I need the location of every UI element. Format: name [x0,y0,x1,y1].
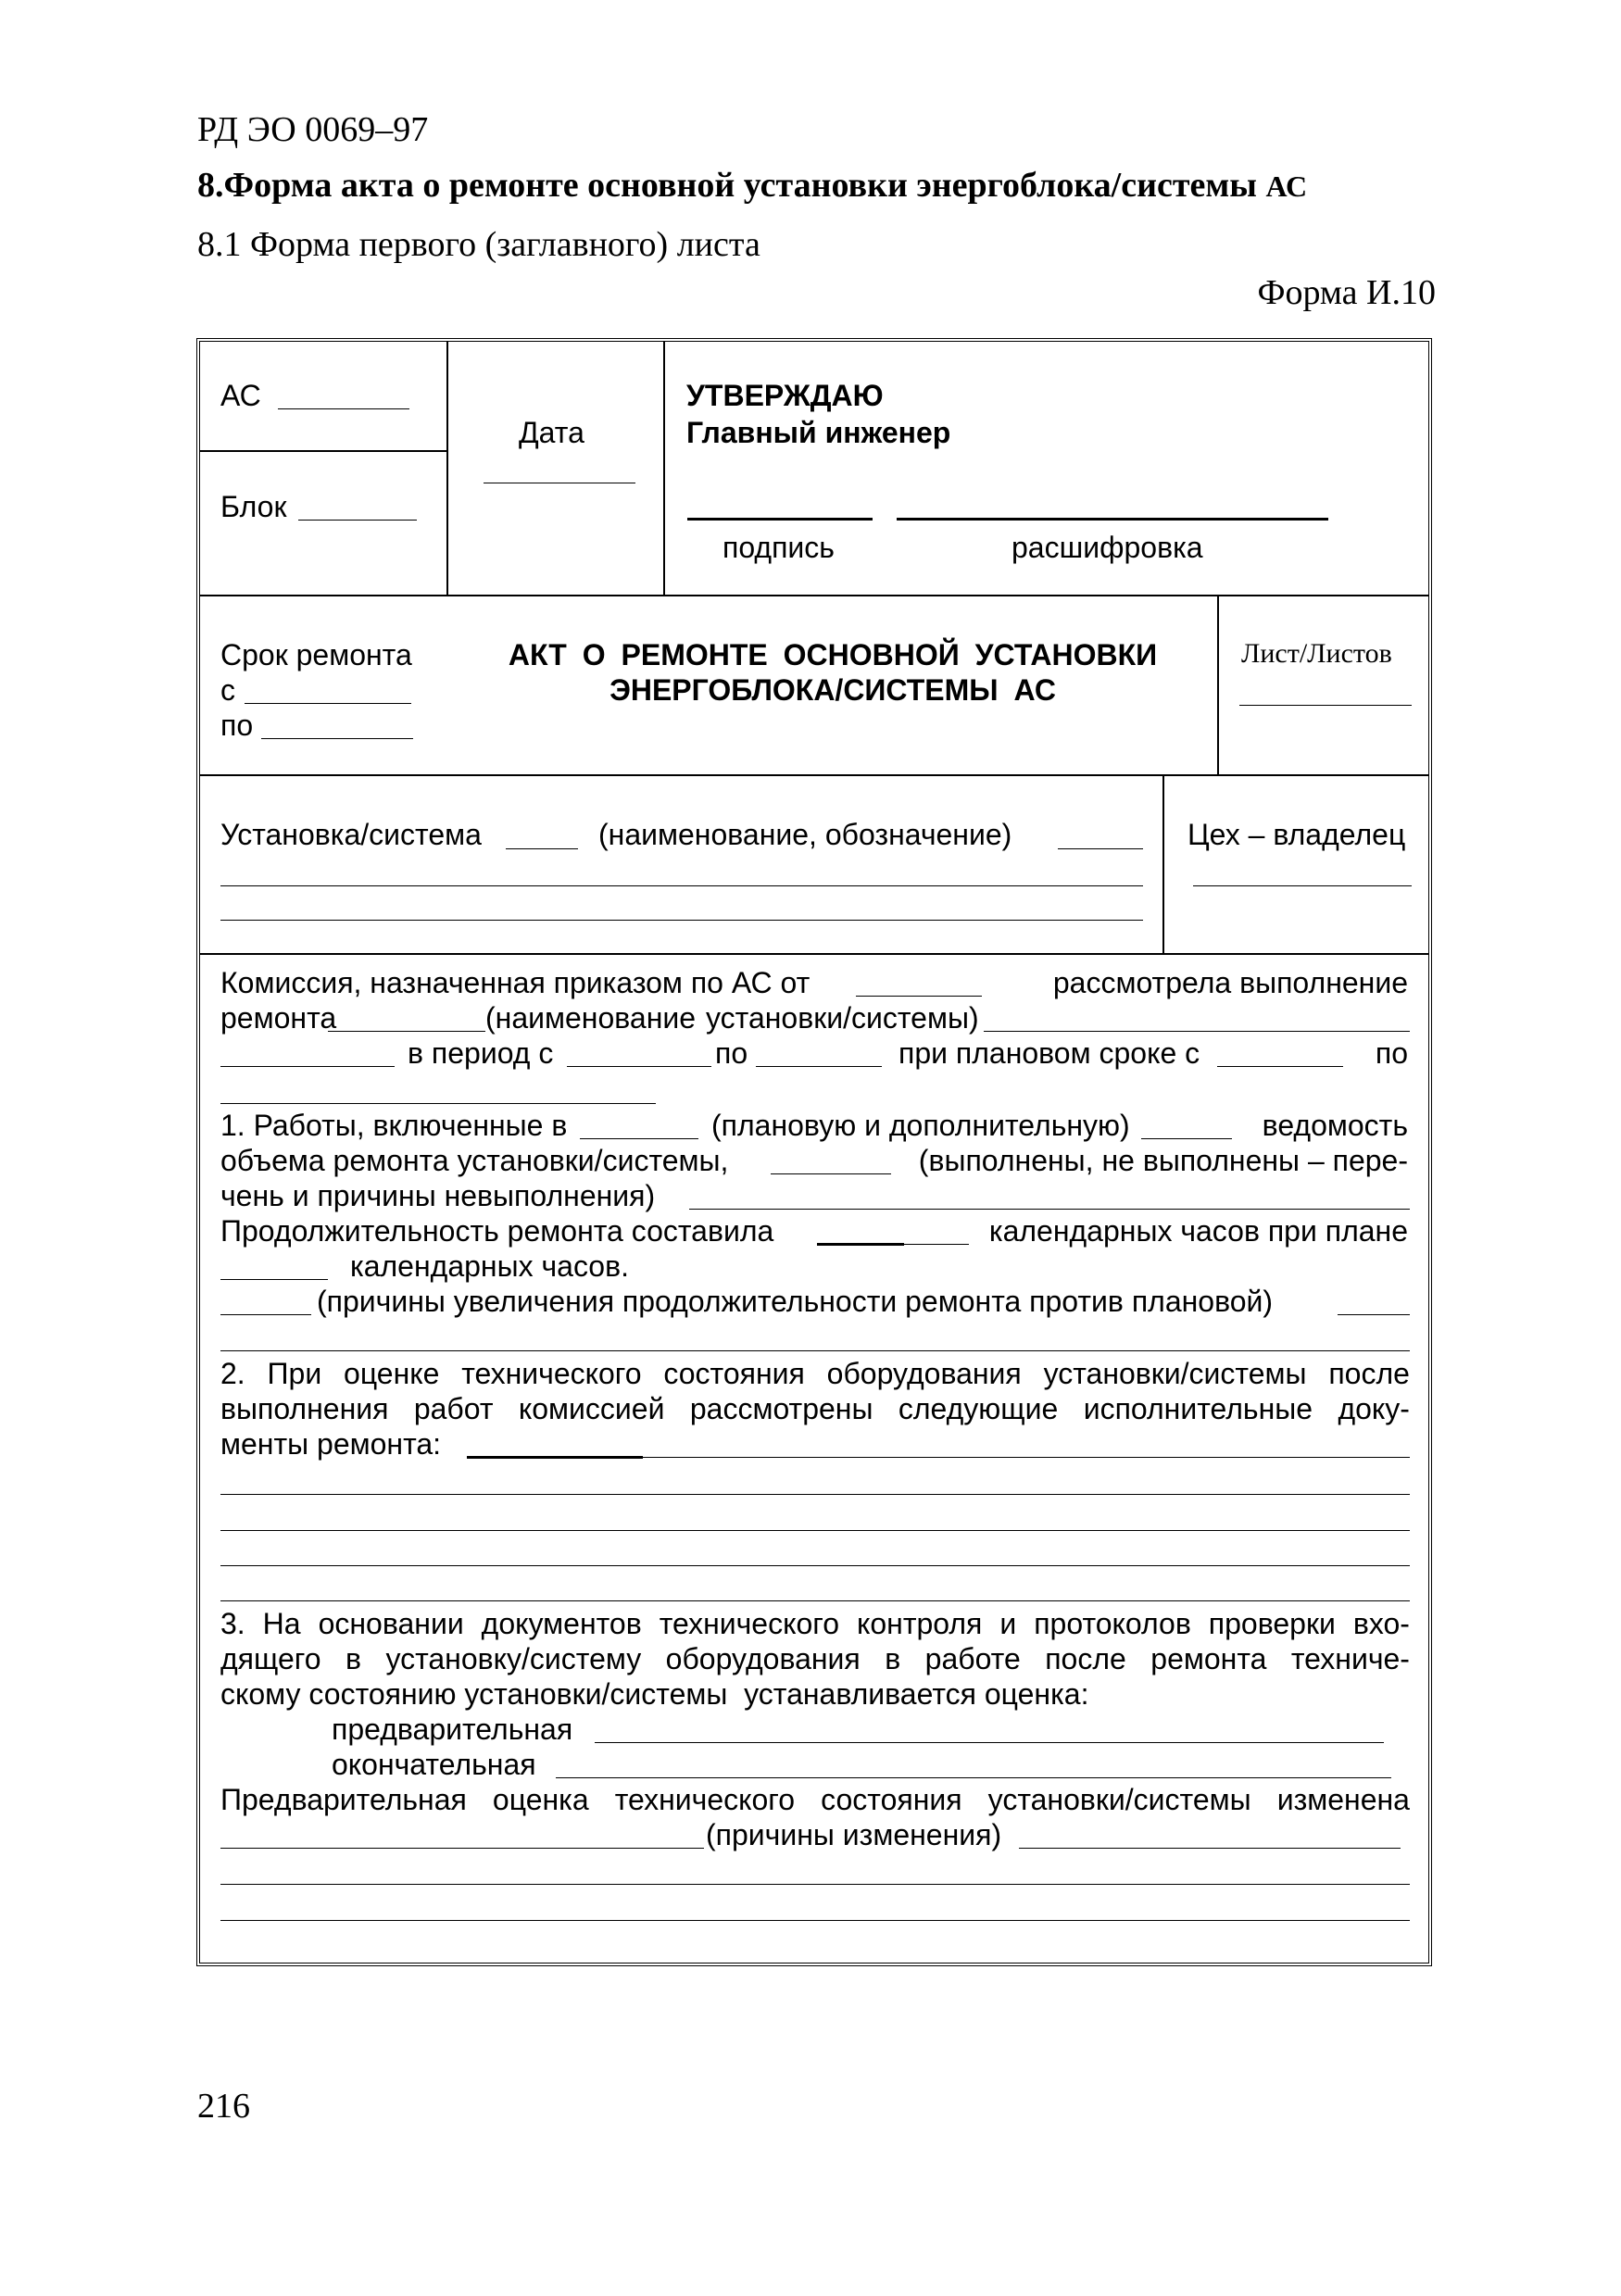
works-field[interactable] [1141,1138,1232,1139]
preliminary-field[interactable] [595,1742,1384,1743]
order-date-field[interactable] [856,996,982,997]
workshop-owner-label: Цех – владелец [1187,818,1406,851]
act-form [196,338,1432,1966]
page-number: 216 [197,2087,250,2126]
approve-heading: УТВЕРЖДАЮ [686,379,884,412]
commission-text: рассмотрела выполнение [1052,966,1408,999]
chief-engineer-label: Главный инженер [686,416,951,449]
act-title-line1: АКТ О РЕМОНТЕ ОСНОВНОЙ УСТАНОВКИ [508,638,1158,671]
plan-hours-field[interactable] [220,1279,328,1280]
repair-term-label: Срок ремонта [220,638,412,671]
divider [1162,774,1164,955]
signature-field[interactable] [687,518,873,521]
divider [200,953,1428,955]
subsection-title: 8.1 Форма первого (заглавного) листа [197,225,760,264]
documents-text: менты ремонта: [220,1427,442,1461]
works-text: (выполнены, не выполнены – пере- [918,1144,1408,1177]
duration-text: календарных часов при плане [988,1214,1408,1248]
term-from-label: с [220,673,235,707]
commission-text: по [1375,1036,1408,1070]
final-field[interactable] [556,1777,1391,1778]
term-from-field[interactable] [245,703,411,704]
workshop-owner-field[interactable] [1193,885,1412,886]
divider [200,450,448,452]
block-field[interactable] [298,520,417,521]
commission-text: Комиссия, назначенная приказом по АС от [220,966,810,999]
commission-field[interactable] [220,1066,395,1067]
documents-line[interactable] [220,1494,1410,1495]
documents-field[interactable] [467,1456,643,1459]
system-label: Установка/система [220,818,482,851]
works-text: 1. Работы, включенные в [220,1109,568,1142]
as-field[interactable] [278,408,409,409]
sheet-count-field[interactable] [1239,705,1412,706]
section-title-text: 8.Форма акта о ремонте основной установки энергоблока/системы [197,166,1257,205]
sheet-count-label: Лист/Листов [1241,638,1392,669]
term-to-label: по [220,709,254,742]
duration-text: календарных часов. [350,1249,629,1283]
system-name-field[interactable] [984,1031,1410,1032]
commission-text: установки/системы) [706,1001,979,1035]
planned-from-field[interactable] [1217,1066,1343,1067]
block-label: Блок [220,490,287,523]
as-label: АС [220,379,261,412]
works-text: объема ремонта установки/системы, [220,1144,729,1177]
divider [446,342,448,596]
commission-text: (наименование [485,1001,697,1035]
assessment-text-line: 3. На основании документов технического контроля и протоколов проверки вхо- [220,1607,1410,1640]
duration-text: Продолжительность ремонта составила [220,1214,774,1248]
decoding-caption: расшифровка [1012,531,1203,564]
documents-text-line: выполнения работ комиссией рассмотрены следующие исполнительные доку- [220,1392,1410,1425]
system-line[interactable] [220,920,1143,921]
divider [1217,595,1219,776]
duration-text: (причины увеличения продолжительности ремонта против плановой) [317,1285,1274,1318]
works-text: ведомость [1262,1109,1408,1142]
section-title-suffix: АС [1265,169,1308,203]
divider [200,595,1428,596]
documents-field[interactable] [643,1457,1410,1458]
change-reason-line[interactable] [220,1884,1410,1885]
assessment-text: скому состоянию установки/системы устанавливается оценка: [220,1677,1089,1711]
documents-line[interactable] [220,1565,1410,1566]
planned-to-field[interactable] [220,1103,656,1104]
system-name-caption: (наименование, обозначение) [598,818,1012,851]
change-field[interactable] [220,1848,704,1849]
date-label: Дата [519,416,584,449]
increase-reason-line[interactable] [220,1350,1410,1351]
duration-field[interactable] [817,1243,904,1246]
preliminary-label: предварительная [332,1713,573,1746]
increase-field[interactable] [220,1314,311,1315]
repair-name-field[interactable] [328,1031,485,1032]
signature-caption: подпись [723,531,835,564]
commission-text: в период с [408,1036,554,1070]
commission-text: по [715,1036,748,1070]
period-to-field[interactable] [756,1066,882,1067]
works-text: чень и причины невыполнения) [220,1179,656,1212]
period-from-field[interactable] [567,1066,711,1067]
document-code: РД ЭО 0069–97 [197,110,429,149]
increase-reason-field[interactable] [1338,1314,1410,1315]
system-field-a[interactable] [506,848,578,849]
decoding-field[interactable] [897,518,1328,521]
final-label: окончательная [332,1748,536,1781]
documents-line[interactable] [220,1530,1410,1531]
divider [200,774,1428,776]
system-line[interactable] [220,885,1143,886]
divider [663,342,665,596]
works-field[interactable] [771,1173,891,1174]
works-field[interactable] [580,1138,698,1139]
system-field-b[interactable] [1058,848,1143,849]
change-reason-label: (причины изменения) [706,1818,1002,1851]
commission-text: при плановом сроке с [898,1036,1200,1070]
section-title [197,165,1307,206]
documents-line[interactable] [220,1600,1410,1601]
works-text: (плановую и дополнительную) [711,1109,1130,1142]
term-to-field[interactable] [261,738,413,739]
change-reason-field[interactable] [1019,1848,1401,1849]
form-id: Форма И.10 [1257,273,1436,312]
assessment-text-line: дящего в установку/систему оборудования в работе после ремонта техниче- [220,1642,1410,1675]
documents-text-line: 2. При оценке технического состояния оборудования установки/системы после [220,1357,1410,1390]
works-field[interactable] [689,1209,1410,1210]
act-title-line2: ЭНЕРГОБЛОКА/СИСТЕМЫ АС [609,673,1056,707]
duration-field[interactable] [904,1244,969,1245]
assessment-change-line: Предварительная оценка технического состояния установки/системы изменена [220,1783,1410,1816]
commission-text: ремонта [220,1001,337,1035]
change-reason-line[interactable] [220,1920,1410,1921]
